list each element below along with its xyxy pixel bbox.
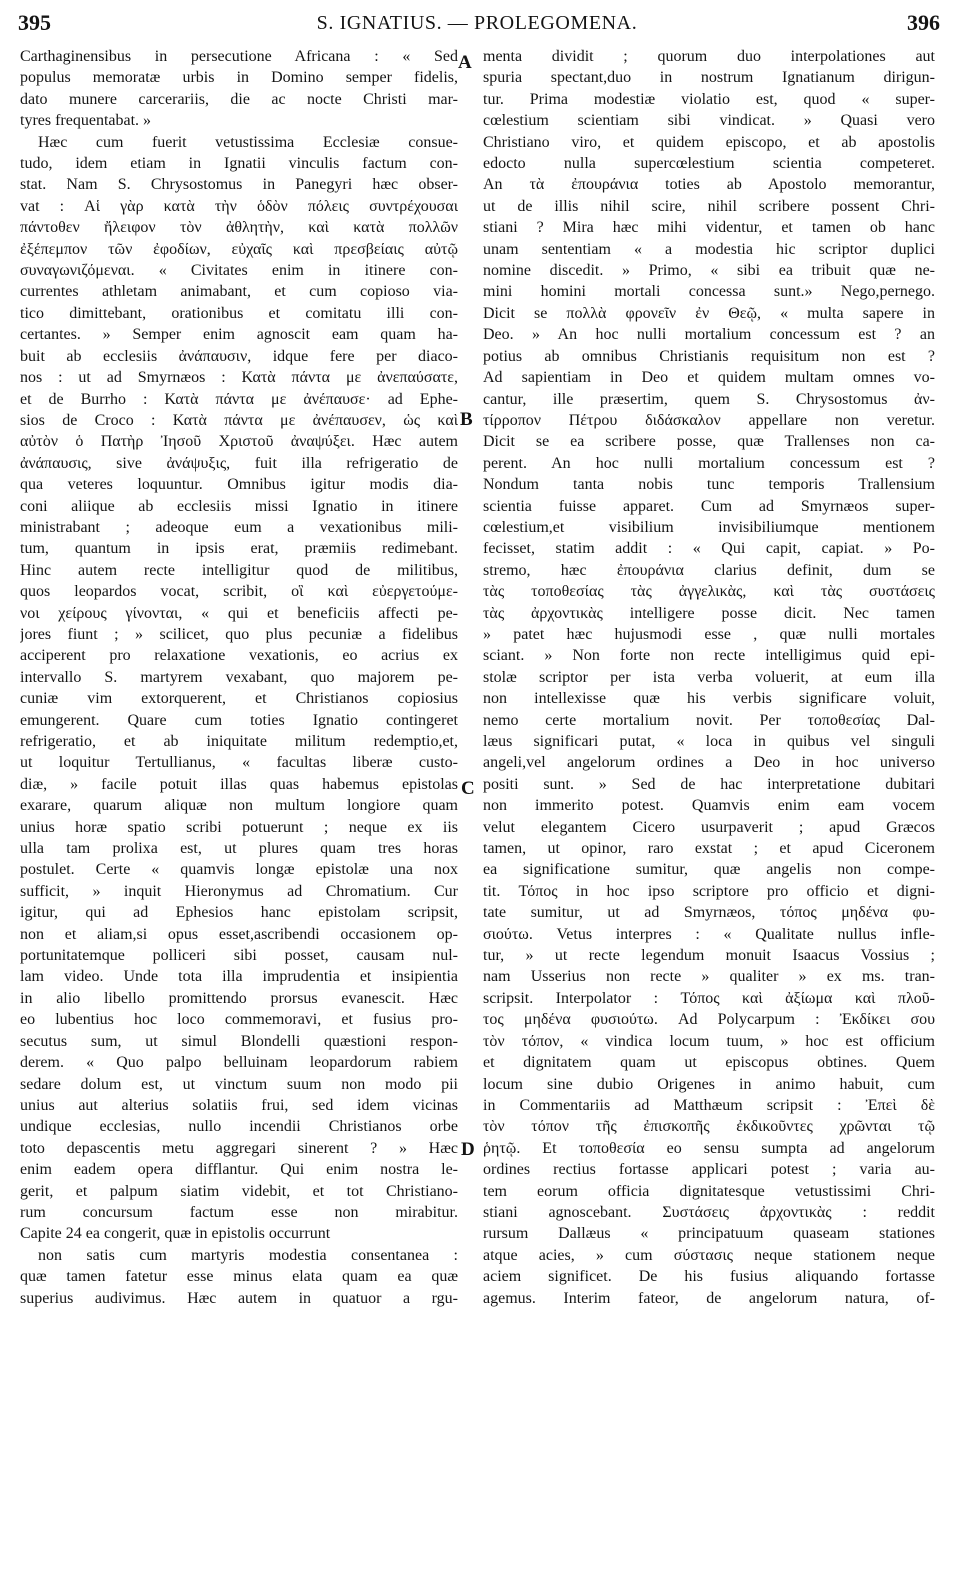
right-column-line: ea significatione sumitur, quæ angelis non compe- (483, 861, 935, 879)
right-column-line: stiani ? Mira hæc mihi videntur, et tamen ob hanc (483, 219, 935, 237)
right-column-line: nam Usserius non recte » qualiter » ex ms. tran- (483, 968, 935, 986)
right-column-line: ῥητῷ. Et τοποθεσία eo sensu sumpta ad angelorum (483, 1139, 935, 1157)
right-column-line: aciem significet. De his fusius aliquando fortasse (483, 1268, 935, 1286)
page-number-right: 396 (907, 10, 940, 35)
left-column-line: buit ab ecclesiis ἀνάπαυσιν, idque fere per diaco- (20, 347, 458, 365)
left-column-line: populus memoratæ urbis in Domino semper fidelis, (20, 69, 458, 87)
left-column-line: sios de Croco : Κατὰ πάντα με ἀνέπαυσεν, ὡς καὶ (20, 411, 458, 429)
left-column-line: rum concursum factum esse non mirabitur. (20, 1203, 458, 1221)
left-column-line: certantes. » Semper enim agnoscit eam quam ha- (20, 326, 458, 344)
right-column-line: positi sunt. » Sed de hac interpretatione dubitari (483, 775, 935, 793)
left-column-line: gerit, et palpum siatim videbit, et tot Christiano- (20, 1182, 458, 1200)
right-column-line: et dignitatem quam ut episcopus obtines. Quem (483, 1054, 935, 1072)
left-column-line: coni aliique ab ecclesiis missi Ignatio in itinere (20, 497, 458, 515)
right-column-line: edocto nulla supercœlestium scientia competeret. (483, 155, 935, 173)
right-column-line: τὸν τόπον, « vindica locum tuum, » hoc est officium (483, 1032, 935, 1050)
left-column-line: quos leopardos vocat, scribit, οἳ καὶ εὐεργετούμε- (20, 583, 458, 601)
left-column-line: qua veteres loquuntur. Omnibus igitur modis dia- (20, 476, 458, 494)
margin-letter-a: A (458, 52, 472, 73)
left-column-line: tudo, idem etiam in Ignatii vinculis factum con- (20, 155, 458, 173)
right-column-line: scientia fuisse apparet. Cum ad Smyrnæos super- (483, 497, 935, 515)
right-column-line: cœlestium,et visibilium invisibiliumque mentionem (483, 518, 935, 536)
left-column-line: in alio libello promittendo prorsus evanescit. Hæc (20, 989, 458, 1007)
right-column-line: Dicit se ea scribere posse, quæ Trallenses non ca- (483, 433, 935, 451)
left-column-line: ut loquitur Tertullianus, « facultas liberæ custo- (20, 754, 458, 772)
right-column-line: An τὰ ἐπουράνια toties ab Apostolo memorantur, (483, 176, 935, 194)
left-column-line: toto depascentis metu aggregari sinerent ? » Hæc (20, 1139, 458, 1157)
right-column-line: τὰς τοποθεσίας τὰς ἀγγελικὰς, καὶ τὰς συστάσεις (483, 583, 935, 601)
right-column-line: τος μηδένα φυσιούτω. Ad Polycarpum : Ἐκδίκει σου (483, 1011, 935, 1029)
left-column-line: vat : Αἱ γὰρ κατὰ τὴν ὁδὸν πόλεις συντρέχουσαι (20, 197, 458, 215)
left-column-line: sufficit, » inquit Hieronymus ad Chromatium. Cur (20, 882, 458, 900)
left-column-line: tum, quantum in ipsis erat, præmiis redimebant. (20, 540, 458, 558)
right-column (483, 46, 935, 1309)
right-column-line: Ad sapientiam in Deo et quidem multam omnes vo- (483, 369, 935, 387)
left-column-line: ulla tam prolixa est, ut plures quam tres horas (20, 840, 458, 858)
right-column-line: nemo certe mortalium novit. Per τοποθεσίας Dal- (483, 711, 935, 729)
left-column-line: Hinc autem recte intelligitur quod de militibus, (20, 561, 458, 579)
left-column-line: νοι χείρους γίνονται, « qui et beneficiis affecti pe- (20, 604, 458, 622)
right-column-line: in Commentariis ad Matthæum scripsit : Ἐπεὶ δὲ (483, 1096, 935, 1114)
left-column-line: currentes athletam animabant, et cum copioso via- (20, 283, 458, 301)
right-column-line: rursum Dallæus « principatuum quaseam stationes (483, 1225, 935, 1243)
left-column-line: ἀνάπαυσις, sive ἀνάψυξις, fuit illa refrigeratio de (20, 454, 458, 472)
right-column-line: τὸν τόπον τῆς ἐπισκοπῆς ἐκδικοῦντες χρῶνται τῷ (483, 1118, 935, 1136)
left-column-line: sedare dolum est, ut vinctum suum non modo pii (20, 1075, 458, 1093)
left-column-line: nos : ut ad Smyrnæos : Κατὰ πάντα με ἀνεπαύσατε, (20, 369, 458, 387)
left-column-line: stat. Nam S. Chrysostomus in Panegyri hæc obser- (20, 176, 458, 194)
right-column-line: cœlestium scientiam sibi vindicat. » Quasi vero (483, 112, 935, 130)
right-column-line: stremo, hæc ἐπουράνια clarius definit, dum se (483, 561, 935, 579)
left-column-line: eo lubentius hoc loco commemoravi, et fusius pro- (20, 1011, 458, 1029)
left-column-line: quæ tamen fatetur esse minus elata quam ea quæ (20, 1268, 458, 1286)
right-column-line: læus significari putat, « loca in quibus vel singuli (483, 733, 935, 750)
right-column-line: agemus. Interim fateor, de angelorum natura, of- (483, 1289, 935, 1307)
right-column-line: stolæ scriptor per ista verba voluerit, at eum illa (483, 668, 935, 686)
right-column-line: τίρροπον Πέτρου διδάσκαλον appellare non veretur. (483, 411, 935, 429)
right-column-line: angeli,vel angelorum ordines a Deo in hoc universo (483, 754, 935, 772)
left-column-line: enim eadem opera difflantur. Qui enim nostra le- (20, 1161, 458, 1179)
right-column-line: tate sumitur, ut ad Smyrnæos, τόπος μηδένα φυ- (483, 904, 935, 922)
right-column-line: tit. Τόπος in hoc ipso scriptore pro officio et digni- (483, 882, 935, 900)
right-column-line: sciant. » Non forte non recte intelligimus quid epi- (483, 647, 935, 665)
left-column-line: non satis cum martyris modestia consentanea : (38, 1246, 458, 1264)
margin-letter-c: C (461, 778, 475, 799)
right-column-line: ut de illis nihil scire, nihil scribere possent Chri- (483, 197, 935, 215)
left-column-line: jores fiunt ; » scilicet, quo plus pecuniæ a fidelibus (20, 625, 458, 643)
right-column-line: potius ab omnibus Christianis requisitum non est ? (483, 347, 935, 365)
margin-letter-d: D (461, 1139, 475, 1160)
right-column-line: τὰς ἀρχοντικὰς intelligere posse dicit. Nec tamen (483, 604, 935, 622)
right-column-line: non immerito potest. Quamvis enim eam vocem (483, 797, 935, 815)
page-number-left: 395 (18, 10, 51, 35)
right-column-line: fecisset, statim addit : « Qui capit, capiat. » Po- (483, 540, 935, 558)
left-column (20, 46, 458, 1309)
left-column-line: lam video. Unde tota illa imprudentia et insipientia (20, 968, 458, 986)
left-column-line: unius aut alterius solatiis frui, sed idem vicinas (20, 1096, 458, 1114)
left-column-line: portunitatemque polliceri sibi posset, causam nul- (20, 947, 458, 965)
left-column-line: Hæc cum fuerit vetustissima Ecclesiæ consue- (38, 133, 458, 151)
left-column-line: undique ecclesias, nullo incendii Christianos orbe (20, 1118, 458, 1136)
left-column-line: αὐτὸν ὁ Πατὴρ Ἰησοῦ Χριστοῦ ἀναψύξει. Hæc autem (20, 433, 458, 451)
left-column-line: Capite 24 ea congerit, quæ in epistolis occurrunt (20, 1225, 331, 1243)
right-column-line: stiani agnoscebant. Συστάσεις ἀρχοντικὰς : reddit (483, 1203, 935, 1221)
right-column-line: unam sententiam « a modestia hic scriptor duplici (483, 240, 935, 258)
right-column-line: atque acies, » cum σύστασις neque stationem neque (483, 1246, 935, 1264)
running-title: S. IGNATIUS. — PROLEGOMENA. (316, 12, 638, 34)
right-column-line: tamen, ut opinor, raro exstat ; et apud Ciceronem (483, 840, 935, 858)
right-column-line: mini homini mortali concessa sunt.» Nego,pernego. (483, 283, 935, 301)
left-column-line: tyres frequentabat. » (20, 112, 152, 130)
right-column-line: Deo. » An hoc nulli mortalium concessum est ? an (483, 326, 935, 344)
right-column-line: spuria spectant,duo in nostrum Ignatianum dirigun- (483, 69, 935, 87)
left-column-line: ministrabant ; adeoque eum a vexationibus mili- (20, 518, 458, 536)
left-column-line: et de Burrho : Κατὰ πάντα με ἀνέπαυσε· ad Ephe- (20, 390, 458, 408)
left-column-line: dato munere carcerariis, die ac nocte Christi mar- (20, 90, 458, 108)
right-column-line: tur, » ut recte legendum monuit Isaacus Vossius ; (483, 947, 935, 965)
right-column-line: locum sine dubio Origenes in animo habuit, cum (483, 1075, 935, 1093)
left-column-line: diæ, » facile potuit illas quas habemus epistolas (20, 775, 458, 793)
left-column-line: derem. « Quo palpo belluinam leopardorum rabiem (20, 1054, 458, 1072)
left-column-line: συναγωνιζόμεναι. « Civitates enim in itinere con- (20, 262, 458, 280)
left-column-line: unius horæ spatio scribi potuerunt ; neque ex iis (20, 818, 458, 836)
right-column-line: Christiano viro, et quidem episcopo, et ab apostolis (483, 133, 935, 151)
right-column-line: cantur, ille præsertim, quem S. Chrysostomus ἀν- (483, 390, 935, 408)
left-column-line: cuniæ vim extorquerent, et Christianos copiosius (20, 690, 458, 708)
left-column-line: Carthaginensibus in persecutione Africana : « Sed (20, 48, 458, 65)
right-column-line: menta dividit ; quorum duo interpolationes aut (483, 48, 935, 65)
right-column-line: ordines rectius fortasse applicari potest ; varia au- (483, 1161, 935, 1179)
right-column-line: » patet hæc hujusmodi esse , quæ nulli mortales (483, 625, 935, 643)
left-column-line: refrigeratio, et ab iniquitate militum redemptio,et, (20, 733, 458, 750)
left-column-line: postulet. Certe « quamvis longæ epistolæ una nox (20, 861, 458, 879)
margin-letter-b: B (460, 409, 473, 430)
right-column-line: velut elegantem Cicero usurpaverit ; apud Græcos (483, 818, 935, 836)
right-column-line: nomine discedit. » Primo, « sibi ea tribuit quæ ne- (483, 262, 935, 280)
left-column-line: non et aliam,si opus esset,ascribendi occasionem op- (20, 925, 458, 943)
left-column-line: superius audivimus. Hæc autem in quatuor a rgu- (20, 1289, 458, 1307)
left-column-line: acciperent pro relaxatione vexationis, eo acrius ex (20, 647, 458, 665)
left-column-line: ἐξέπεμπον τῶν ἐφοδίων, εὐχαῖς καὶ πρεσβείαις αὐτῷ (20, 240, 458, 258)
left-column-line: secutus sum, ut simul Blondelli quæstioni respon- (20, 1032, 458, 1050)
right-column-line: Nondum tanta nobis tunc temporis Trallensium (483, 476, 935, 494)
right-column-line: scripsit. Interpolator : Τόπος καὶ ἀξίωμα καὶ πλοῦ- (483, 989, 935, 1007)
page-header (12, 10, 942, 40)
left-column-line: tico dimittebant, orationibus et comitatu illi con- (20, 304, 458, 322)
right-column-line: tur. Prima modestiæ violatio est, quod « super- (483, 90, 935, 108)
left-column-line: πάντοθεν ἤλειφον τὸν ἀθλητὴν, καὶ κατὰ πολλῶν (20, 219, 458, 237)
right-column-line: non intellexisse quæ his verbis significare voluit, (483, 690, 935, 708)
left-column-line: exarare, quarum aliquæ non multum longiore quam (20, 797, 458, 815)
left-column-line: intervallo S. martyrem vexabant, quo majorem pe- (20, 668, 458, 686)
right-column-line: tem eorum officia dignitatesque vetustissimi Chri- (483, 1182, 935, 1200)
right-column-line: perent. An hoc nulli mortalium concessum est ? (483, 454, 935, 472)
left-column-line: igitur, qui ad Ephesios hanc epistolam scripsit, (20, 904, 458, 922)
left-column-line: emungerent. Quare cum toties Ignatio contingeret (20, 711, 458, 729)
right-column-line: Dicit se πολλὰ φρονεῖν ἐν Θεῷ, « multa sapere in (483, 304, 935, 322)
right-column-line: σιούτω. Vetus interpres : « Qualitate nullus infle- (483, 925, 935, 943)
